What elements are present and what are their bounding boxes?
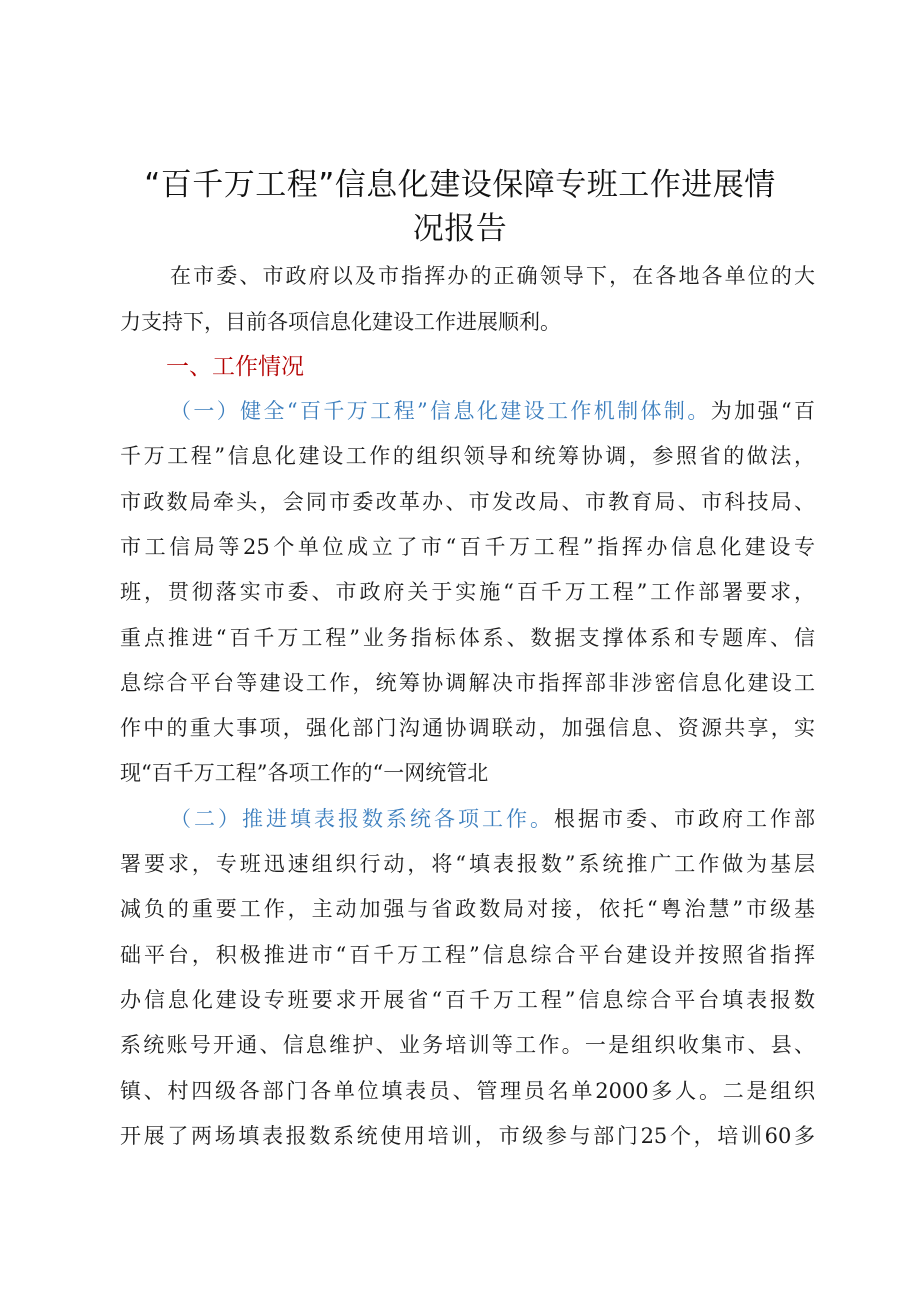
subsection-1-text: 为加强“百 [710,399,815,423]
subsection-1-line: 班，贯彻落实市委、市政府关于实施“百千万工程”工作部署要求， [120,580,815,604]
section-heading: 一、工作情况 [166,354,304,380]
intro-paragraph-line: 在市委、市政府以及市指挥办的正确领导下，在各地各单位的大 [170,264,815,288]
subsection-2-text: 根据市委、市政府工作部 [554,807,815,831]
document-title-line-2: 况报告 [412,211,508,247]
subsection-1-line: 现“百千万工程”各项工作的“一网统管北 [120,761,489,785]
subsection-2-line: 镇、村四级各部门各单位填表员、管理员名单2000多人。二是组织 [120,1079,815,1103]
subsection-1-line: 重点推进“百千万工程”业务指标体系、数据支撑体系和专题库、信 [120,626,815,650]
subsection-1-line: 市政数局牵头，会同市委改革办、市发改局、市教育局、市科技局、 [120,490,815,514]
intro-paragraph-line: 力支持下，目前各项信息化建设工作进展顺利。 [120,310,561,334]
subsection-1-line: 作中的重大事项，强化部门沟通协调联动，加强信息、资源共享，实 [120,716,815,740]
subsection-2-heading: （二）推进填表报数系统各项工作。 [170,807,554,831]
subsection-1-line: 市工信局等25个单位成立了市“百千万工程”指挥办信息化建设专 [120,535,815,559]
subsection-1-heading: （一）健全“百千万工程”信息化建设工作机制体制。 [170,399,711,423]
subsection-2-line: 减负的重要工作，主动加强与省政数局对接，依托“粤治慧”市级基 [120,897,815,921]
subsection-2-line: 系统账号开通、信息维护、业务培训等工作。一是组织收集市、县、 [120,1033,815,1057]
subsection-1-first-line [170,397,815,425]
subsection-2-first-line [170,805,815,833]
subsection-2-line: 开展了两场填表报数系统使用培训，市级参与部门25个，培训60多 [120,1124,815,1148]
subsection-1-line: 息综合平台等建设工作，统筹协调解决市指挥部非涉密信息化建设工 [120,671,815,695]
document-title-line-1: “百千万工程”信息化建设保障专班工作进展情 [144,167,776,203]
subsection-2-line: 署要求，专班迅速组织行动，将“填表报数”系统推广工作做为基层 [120,852,815,876]
subsection-2-line: 办信息化建设专班要求开展省“百千万工程”信息综合平台填表报数 [120,988,815,1012]
subsection-2-line: 础平台，积极推进市“百千万工程”信息综合平台建设并按照省指挥 [120,943,815,967]
subsection-1-line: 千万工程”信息化建设工作的组织领导和统筹协调，参照省的做法， [120,444,815,468]
